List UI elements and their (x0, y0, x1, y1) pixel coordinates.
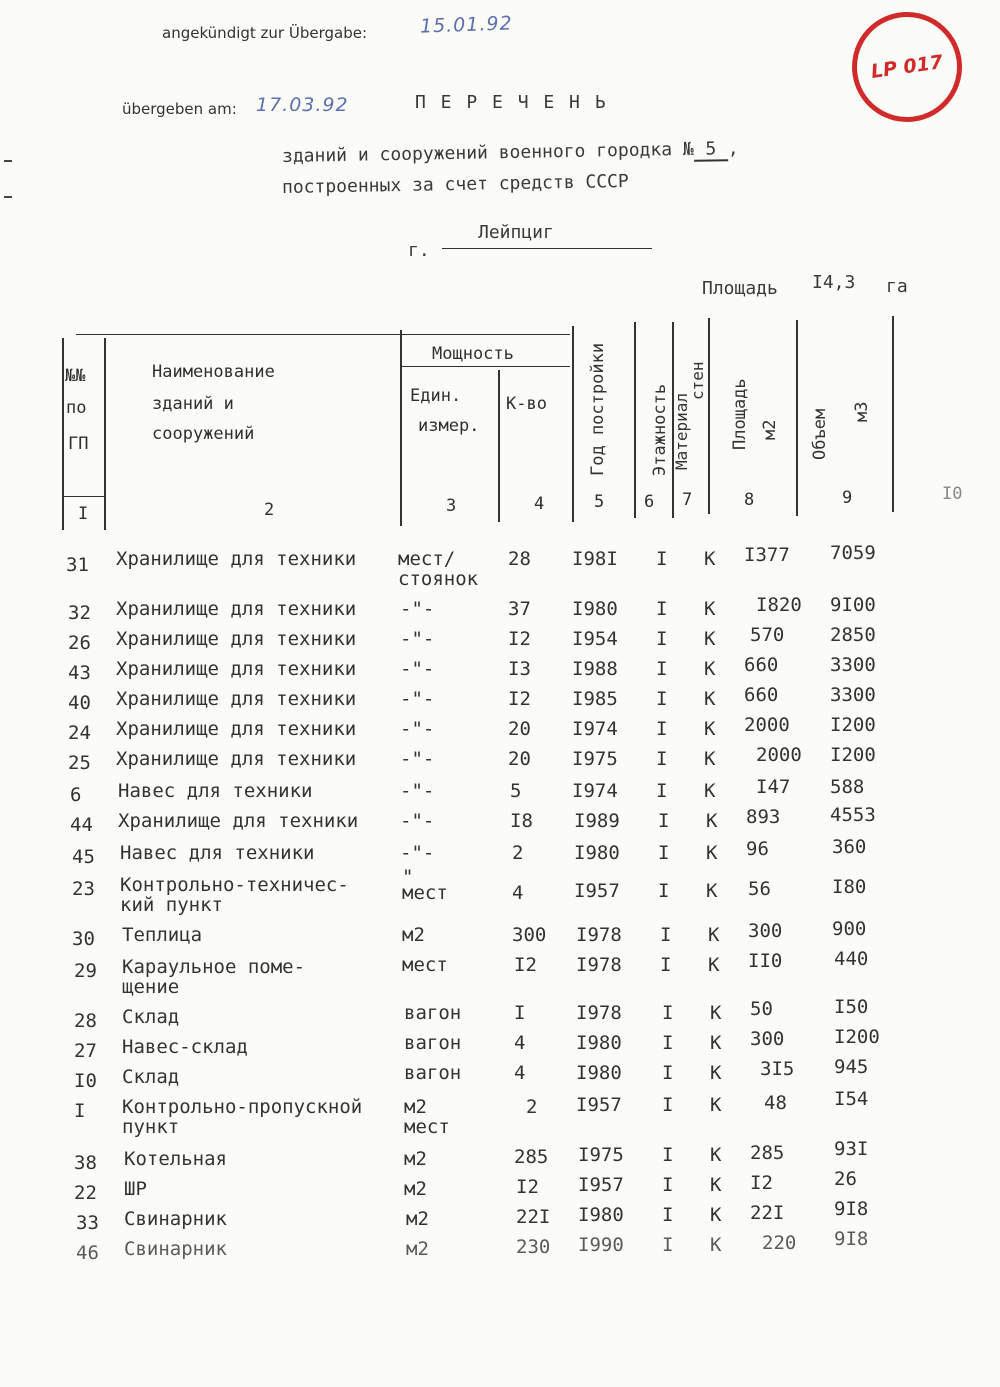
cell-floors: I (662, 1204, 674, 1226)
cell-name: Хранилище для техники (116, 598, 357, 620)
title-line-2: построенных за счет средств СССР (281, 170, 629, 199)
header-col9-line2: м3 (852, 401, 872, 422)
cell-material: К (710, 1204, 722, 1226)
cell-area: I820 (756, 594, 802, 616)
cell-name: Хранилище для техники (116, 748, 357, 770)
area-value: I4,3 (812, 272, 856, 293)
cell-qty: I (514, 1002, 526, 1024)
cell-year: I990 (578, 1234, 624, 1256)
cell-qty: 2 (526, 1096, 538, 1118)
handed-label: übergeben am: (122, 100, 237, 118)
cell-area: 22I (750, 1202, 785, 1224)
cell-area: 300 (750, 1028, 785, 1050)
col-number: 5 (594, 492, 605, 512)
cell-area: I47 (756, 776, 791, 798)
cell-qty: 4 (514, 1032, 526, 1054)
cell-floors: I (660, 924, 672, 946)
cell-material: К (704, 748, 716, 770)
cell-material: К (704, 598, 716, 620)
cell-unit: м2 (402, 924, 425, 946)
cell-qty: 4 (512, 882, 524, 904)
cell-year: I974 (572, 780, 618, 802)
header-col5: Год постройки (588, 342, 608, 476)
col-divider (62, 338, 64, 530)
cell-unit: -"- (400, 810, 435, 832)
cell-name-2: кий пункт (120, 894, 223, 916)
cell-year: I985 (572, 688, 618, 710)
header-col7-line2: стен (688, 361, 707, 400)
cell-name: Контрольно-техничес- (120, 874, 349, 896)
header-col6: Этажность (650, 383, 670, 476)
announced-label: angekündigt zur Übergabe: (162, 24, 368, 42)
cell-unit: м2 (406, 1238, 429, 1260)
cell-name: ШР (124, 1178, 147, 1200)
col-divider (708, 318, 710, 514)
cell-volume: 26 (834, 1168, 857, 1190)
cell-gp: 29 (74, 960, 97, 982)
col-number: 6 (644, 492, 655, 512)
cell-year: I975 (578, 1144, 624, 1166)
cell-name-2: пункт (122, 1116, 180, 1138)
cell-volume: 93I (834, 1138, 869, 1160)
cell-qty: 20 (508, 718, 531, 740)
city-name: Лейпциг (478, 222, 554, 243)
cell-qty: I3 (508, 658, 531, 680)
cell-unit: -"- (400, 598, 435, 620)
cell-year: I974 (572, 718, 618, 740)
col-divider (572, 326, 574, 522)
cell-name: Склад (122, 1006, 180, 1028)
cell-gp: 40 (68, 692, 91, 714)
cell-unit: -"- (400, 780, 435, 802)
cell-area: 96 (746, 838, 769, 860)
cell-year: I989 (574, 810, 620, 832)
area-label: Площадь (702, 278, 778, 299)
col-number: 9 (842, 488, 853, 508)
cell-year: I980 (576, 1032, 622, 1054)
cell-unit: м2 (406, 1208, 429, 1230)
cell-area: 660 (744, 654, 779, 676)
cell-qty: 285 (514, 1146, 549, 1168)
header-col1-line1: №№ (65, 366, 86, 386)
cell-area: 220 (762, 1232, 797, 1254)
cell-qty: 22I (516, 1206, 551, 1228)
cell-volume: I54 (834, 1088, 869, 1110)
cell-area: II0 (748, 950, 783, 972)
cell-gp: 27 (74, 1040, 97, 1062)
cell-material: К (708, 954, 720, 976)
cell-area: 3I5 (760, 1058, 795, 1080)
cell-name: Хранилище для техники (116, 658, 357, 680)
cell-area: 660 (744, 684, 779, 706)
cell-year: I978 (576, 1002, 622, 1024)
header-col3-line1: Един. (410, 386, 462, 406)
cell-name: Теплица (122, 924, 203, 946)
cell-qty: I2 (508, 688, 531, 710)
header-col8-line1: Площадь (730, 378, 750, 450)
cell-floors: I (662, 1032, 674, 1054)
cell-unit: -"- (400, 688, 435, 710)
cell-gp: 46 (76, 1242, 99, 1264)
cell-floors: I (660, 954, 672, 976)
cell-floors: I (656, 748, 668, 770)
cell-year: I957 (576, 1094, 622, 1116)
cell-qty: I8 (510, 810, 533, 832)
cell-unit: м2 (404, 1096, 427, 1118)
cell-volume: I200 (830, 744, 876, 766)
cell-volume: I50 (834, 996, 869, 1018)
col-divider (400, 330, 402, 526)
cell-gp: I0 (74, 1070, 97, 1092)
document-heading: П Е Р Е Ч Е Н Ь (415, 92, 608, 113)
cell-material: К (706, 880, 718, 902)
cell-volume: 360 (832, 836, 867, 858)
cell-qty: 37 (508, 598, 531, 620)
cell-year: I975 (572, 748, 618, 770)
cell-material: К (704, 718, 716, 740)
cell-unit: мест (402, 954, 448, 976)
cell-gp: 31 (66, 554, 89, 576)
header-col2-line3: сооружений (152, 424, 255, 444)
header-col3-line2: измер. (418, 416, 480, 436)
cell-floors: I (656, 780, 668, 802)
cell-gp: 26 (68, 632, 91, 654)
cell-volume: 440 (834, 948, 869, 970)
col-divider (796, 320, 798, 516)
cell-material: К (704, 548, 716, 570)
cell-qty: I2 (516, 1176, 539, 1198)
cell-unit-2: мест (404, 1116, 450, 1138)
cell-gp: 24 (68, 722, 91, 744)
header-col9-line1: Объем (810, 408, 830, 460)
cell-area: 570 (750, 624, 785, 646)
cell-name: Хранилище для техники (116, 548, 357, 570)
col-divider (634, 322, 636, 518)
cell-area: 2000 (756, 744, 802, 766)
margin-mark (4, 160, 12, 162)
cell-material: К (710, 1032, 722, 1054)
header-col2-line1: Наименование (152, 362, 275, 382)
cell-qty: I2 (514, 954, 537, 976)
cell-material: К (710, 1002, 722, 1024)
title-line-1-text: зданий и сооружений военного городка № (281, 138, 694, 167)
cell-area: 2000 (744, 714, 790, 736)
announced-date: 15.01.92 (419, 12, 513, 38)
cell-name: Навес-склад (122, 1036, 248, 1058)
cell-name: Свинарник (124, 1238, 227, 1260)
margin-mark (4, 196, 12, 198)
cell-gp: 33 (76, 1212, 99, 1234)
col-number: 7 (682, 490, 693, 510)
header-col2-line2: зданий и (152, 394, 234, 414)
cell-qty: 230 (516, 1236, 551, 1258)
cell-gp: 44 (70, 814, 93, 836)
cell-name: Навес для техники (120, 842, 315, 864)
header-col1-line3: ГП (68, 434, 89, 454)
cell-material: К (710, 1062, 722, 1084)
garrison-number: 5 (694, 138, 728, 162)
cell-name: Котельная (124, 1148, 227, 1170)
cell-area: I377 (744, 544, 790, 566)
cell-year: I980 (576, 1062, 622, 1084)
cell-unit: -"- (400, 718, 435, 740)
cell-qty: 28 (508, 548, 531, 570)
archive-stamp: LP 017 (845, 5, 969, 129)
col-number: 8 (744, 490, 755, 510)
cell-material: К (710, 1234, 722, 1256)
area-unit: га (886, 276, 908, 297)
cell-volume: I200 (830, 714, 876, 736)
cell-floors: I (658, 810, 670, 832)
cell-unit: м2 (404, 1148, 427, 1170)
cell-material: К (704, 628, 716, 650)
cell-gp: 25 (68, 752, 91, 774)
cell-year: I98I (572, 548, 618, 570)
cell-volume: 588 (830, 776, 865, 798)
cell-volume: 900 (832, 918, 867, 940)
col-divider (104, 338, 106, 530)
header-col8-line2: м2 (760, 419, 780, 440)
cell-qty: 300 (512, 924, 547, 946)
cell-gp: 32 (68, 602, 91, 624)
cell-gp: 45 (72, 846, 95, 868)
cell-volume: 9I8 (834, 1198, 869, 1220)
cell-area: 893 (746, 806, 781, 828)
cell-area: I2 (750, 1172, 773, 1194)
cell-floors: I (656, 658, 668, 680)
cell-floors: I (656, 628, 668, 650)
city-prefix: г. (408, 240, 430, 261)
cell-gp: 43 (68, 662, 91, 684)
cell-volume: 3300 (830, 654, 876, 676)
col-number: I0 (942, 484, 963, 504)
cell-material: К (710, 1094, 722, 1116)
cell-floors: I (662, 1174, 674, 1196)
cell-material: К (710, 1144, 722, 1166)
col-number: I (78, 504, 89, 524)
cell-unit: -"- (400, 842, 435, 864)
cell-material: К (708, 924, 720, 946)
cell-floors: I (656, 548, 668, 570)
cell-floors: I (656, 598, 668, 620)
cell-volume: 7059 (830, 542, 876, 564)
col-number: 3 (446, 496, 457, 516)
cell-gp: 30 (72, 928, 95, 950)
col-divider (498, 370, 500, 522)
cell-year: I954 (572, 628, 618, 650)
cell-material: К (704, 688, 716, 710)
cell-material: К (704, 658, 716, 680)
cell-floors: I (658, 880, 670, 902)
cell-area: 48 (764, 1092, 787, 1114)
cell-name: Склад (122, 1066, 180, 1088)
cell-volume: 3300 (830, 684, 876, 706)
cell-volume: I80 (832, 876, 867, 898)
cell-volume: I200 (834, 1026, 880, 1048)
cell-unit: " (402, 866, 414, 888)
cell-qty: 2 (512, 842, 524, 864)
cell-year: I978 (576, 954, 622, 976)
title-line-1 (282, 138, 739, 169)
cell-gp: 28 (74, 1010, 97, 1032)
cell-year: I978 (576, 924, 622, 946)
cell-volume: 2850 (830, 624, 876, 646)
cell-volume: 9I00 (830, 594, 876, 616)
title-line-1-suffix: , (727, 138, 739, 160)
cell-year: I957 (574, 880, 620, 902)
cell-floors: I (656, 718, 668, 740)
cell-material: К (704, 780, 716, 802)
colnum-rule (62, 496, 104, 497)
cell-qty: 5 (510, 780, 522, 802)
cell-unit: вагон (404, 1032, 462, 1054)
col-divider (892, 316, 894, 512)
cell-qty: I2 (508, 628, 531, 650)
cell-name: Хранилище для техники (116, 718, 357, 740)
header-col4: К-во (506, 394, 547, 414)
handed-date: 17.03.92 (256, 94, 349, 116)
cell-floors: I (662, 1062, 674, 1084)
cell-name: Контрольно-пропускной (122, 1096, 363, 1118)
cell-unit: вагон (404, 1002, 462, 1024)
cell-year: I988 (572, 658, 618, 680)
cell-area: 56 (748, 878, 771, 900)
cell-year: I980 (578, 1204, 624, 1226)
cell-unit: -"- (400, 748, 435, 770)
cell-gp: I (74, 1100, 86, 1122)
cell-name: Хранилище для техники (118, 810, 359, 832)
cell-qty: 4 (514, 1062, 526, 1084)
cell-name: Караульное поме- (122, 956, 306, 978)
cell-floors: I (662, 1144, 674, 1166)
cell-gp: 6 (70, 784, 82, 806)
cell-material: К (706, 810, 718, 832)
header-col1-line2: по (66, 398, 87, 418)
cell-volume: 9I8 (834, 1228, 869, 1250)
cell-year: I980 (572, 598, 618, 620)
cell-gp: 38 (74, 1152, 97, 1174)
cell-floors: I (658, 842, 670, 864)
col-number: 2 (264, 500, 275, 520)
cell-unit: мест/ (398, 548, 456, 570)
cell-area: 300 (748, 920, 783, 942)
group-rule (402, 366, 570, 367)
cell-volume: 4553 (830, 804, 876, 826)
cell-name-2: щение (122, 976, 180, 998)
city-underline (442, 248, 652, 249)
cell-area: 285 (750, 1142, 785, 1164)
cell-unit: м2 (404, 1178, 427, 1200)
header-group-capacity: Мощность (432, 344, 514, 364)
header-top-rule (76, 334, 570, 335)
col-number: 4 (534, 494, 545, 514)
cell-name: Хранилище для техники (116, 688, 357, 710)
cell-material: К (710, 1174, 722, 1196)
cell-floors: I (662, 1234, 674, 1256)
cell-year: I957 (578, 1174, 624, 1196)
header-col7-line1: Материал (672, 392, 691, 470)
cell-floors: I (662, 1002, 674, 1024)
cell-name: Свинарник (124, 1208, 227, 1230)
cell-floors: I (656, 688, 668, 710)
cell-floors: I (662, 1094, 674, 1116)
cell-gp: 23 (72, 878, 95, 900)
cell-volume: 945 (834, 1056, 869, 1078)
cell-area: 50 (750, 998, 773, 1020)
cell-unit: -"- (400, 628, 435, 650)
cell-unit-2: мест (402, 882, 448, 904)
cell-year: I980 (574, 842, 620, 864)
cell-name: Навес для техники (118, 780, 313, 802)
cell-unit-2: стоянок (398, 568, 479, 590)
cell-name: Хранилище для техники (116, 628, 357, 650)
cell-qty: 20 (508, 748, 531, 770)
cell-gp: 22 (74, 1182, 97, 1204)
cell-material: К (706, 842, 718, 864)
cell-unit: -"- (400, 658, 435, 680)
cell-unit: вагон (404, 1062, 462, 1084)
